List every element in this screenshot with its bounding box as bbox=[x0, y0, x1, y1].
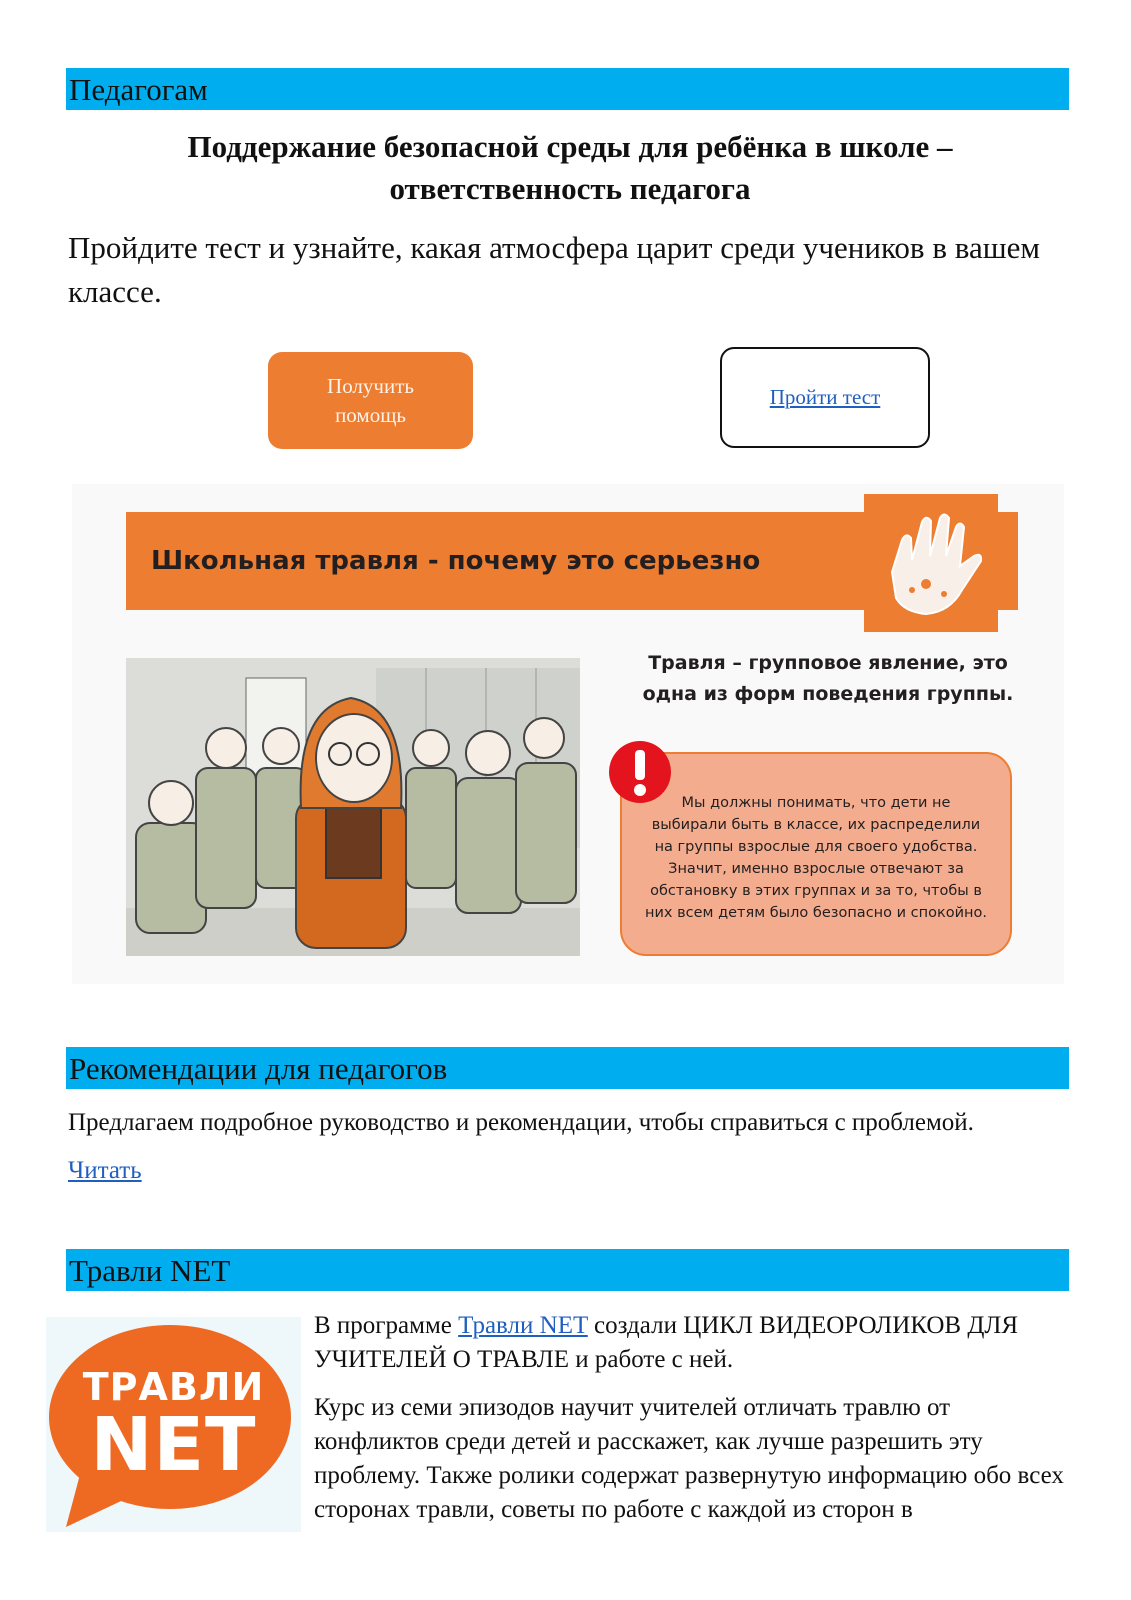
travli-paragraph-2: Курс из семи эпизодов научит учителей отличать травлю от конфликтов среди детей и расскажет, как лучше разрешить эту проблему. Также ролики содержат развернутую информацию обо всех сторонах травли, советы по работе с каждой из сторон в bbox=[314, 1394, 1064, 1523]
hand-icon bbox=[864, 494, 998, 632]
bullying-infographic bbox=[72, 484, 1064, 984]
section-band-label: Рекомендации для педагогов bbox=[69, 1051, 448, 1086]
classroom-illustration bbox=[126, 658, 580, 956]
infographic-note-text: Мы должны понимать, что дети не выбирали быть в классе, их распределили на группы взрослые для своего удобства. Значит, именно взрослые отвечают за обстановку в этих группах и за то, чтобы в них всем детям было безопасно и спокойно. bbox=[645, 795, 987, 921]
exclamation-icon bbox=[608, 740, 672, 804]
infographic-note bbox=[620, 752, 1012, 956]
infographic-headline: Школьная травля - почему это серьезно bbox=[126, 512, 1018, 610]
travli-p1-after: создали ЦИКЛ ВИДЕОРОЛИКОВ ДЛЯ УЧИТЕЛЕЙ О ТРАВЛЕ и работе с ней. bbox=[314, 1312, 1019, 1373]
get-help-button[interactable] bbox=[268, 352, 473, 449]
page-title: Поддержание безопасной среды для ребёнка в школе – ответственность педагога bbox=[187, 129, 953, 206]
take-test-label: Пройти тест bbox=[769, 385, 881, 409]
travli-paragraph-1 bbox=[314, 1309, 1074, 1377]
section-band-teachers bbox=[66, 68, 1069, 110]
logo-line1: ТРАВЛИ bbox=[82, 1365, 265, 1409]
logo-line2: NET bbox=[90, 1402, 257, 1488]
section-band-recommendations bbox=[66, 1047, 1069, 1089]
travli-net-logo bbox=[46, 1317, 301, 1532]
intro-text: Пройдите тест и узнайте, какая атмосфера царит среди учеников в вашем классе. bbox=[68, 230, 1040, 309]
travli-net-link[interactable]: Травли NET bbox=[458, 1312, 588, 1339]
infographic-claim: Травля – групповое явление, это одна из форм поведения группы. bbox=[642, 652, 1014, 705]
section-band-label: Травли NET bbox=[69, 1253, 231, 1288]
take-test-button[interactable] bbox=[720, 347, 930, 448]
section-band-travli bbox=[66, 1249, 1069, 1291]
get-help-label: Получить помощь bbox=[327, 373, 414, 427]
read-link[interactable]: Читать bbox=[68, 1157, 142, 1184]
section-band-label: Педагогам bbox=[69, 72, 208, 107]
recommendations-text: Предлагаем подробное руководство и рекомендации, чтобы справиться с проблемой. bbox=[68, 1109, 974, 1136]
travli-p1-before: В программе bbox=[314, 1312, 459, 1339]
